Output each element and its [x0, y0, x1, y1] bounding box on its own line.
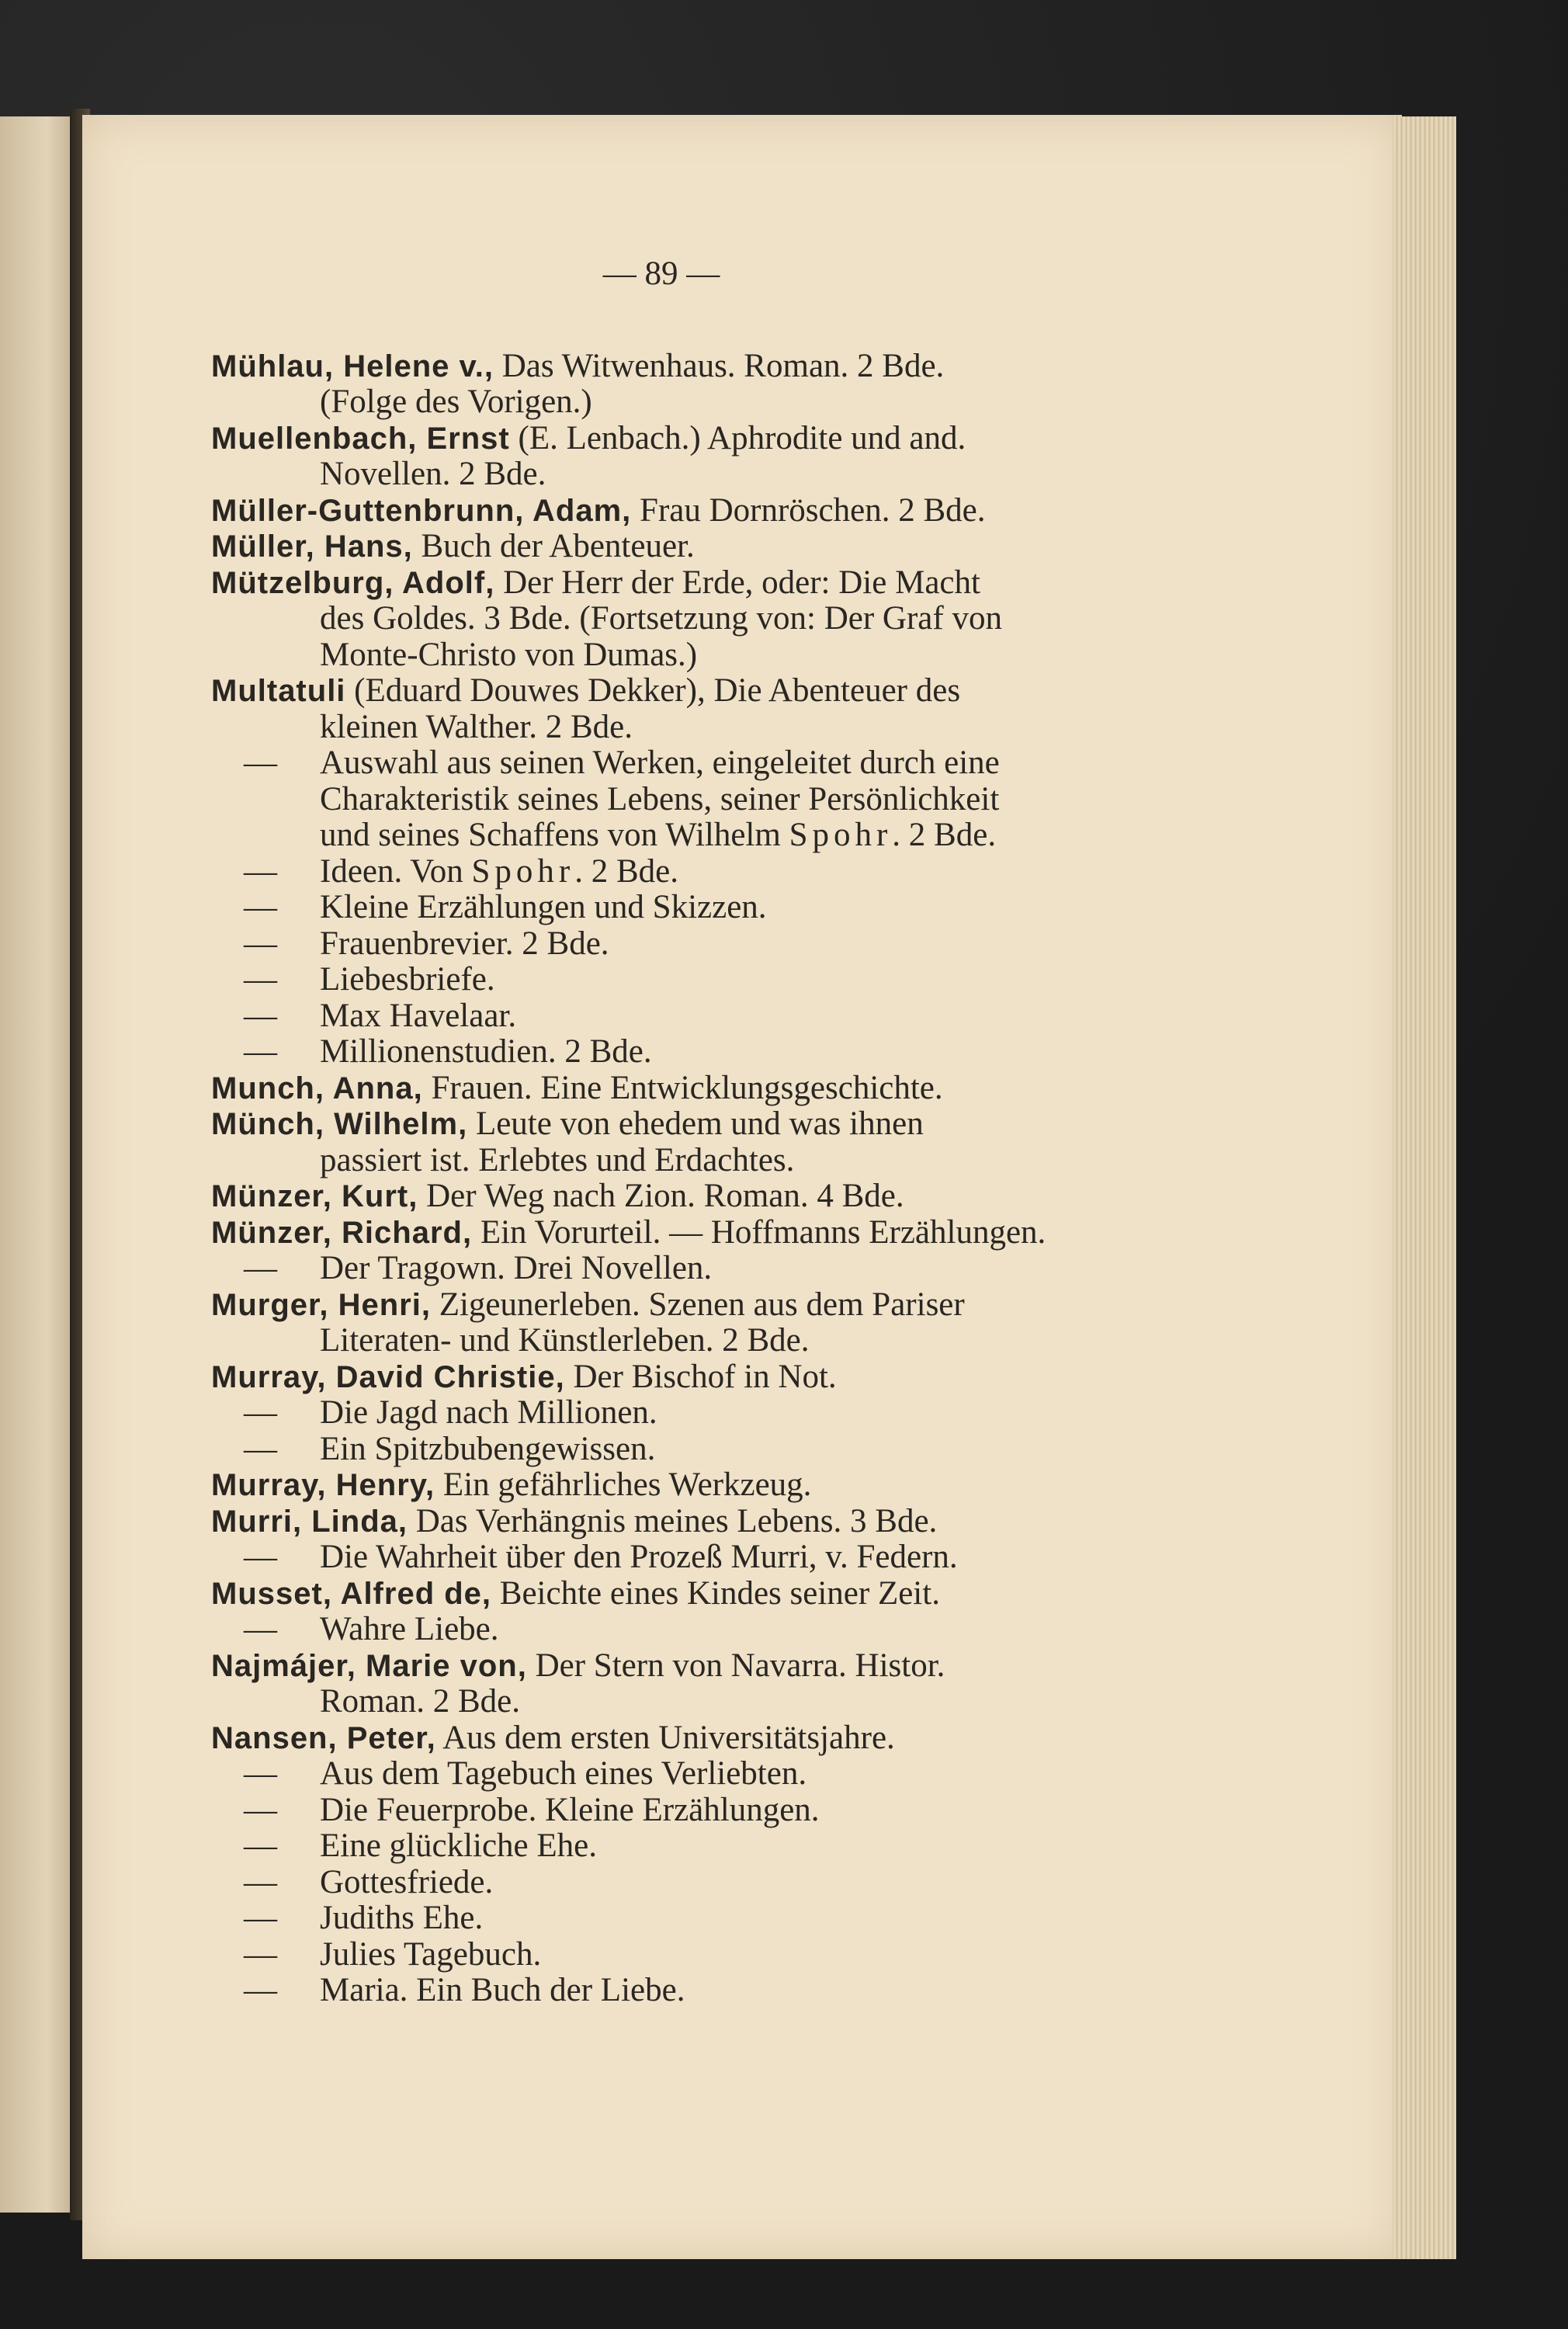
entry-muetzelburg [211, 565, 1205, 674]
author-name: Müller, Hans, [211, 529, 413, 564]
dash-mark: — [244, 1539, 277, 1575]
entry-text: . 2 Bde. [574, 852, 678, 890]
entry-muehlau [211, 349, 1205, 421]
entry-text: Judiths Ehe. [320, 1900, 484, 1936]
entry-text: Literaten- und Künstlerleben. 2 Bde. [320, 1322, 810, 1359]
sub-entry [211, 1973, 1205, 2009]
entry-text: Ideen. Von [320, 852, 472, 890]
dash-mark: — [244, 1935, 277, 1973]
author-name: Nansen, Peter, [211, 1720, 436, 1755]
author-name: Mützelburg, Adolf, [211, 565, 495, 600]
sub-entry [211, 1612, 1205, 1648]
author-name: Müller-Guttenbrunn, Adam, [211, 493, 632, 528]
author-name: Murray, David Christie, [211, 1359, 565, 1394]
entry-text: Frauenbrevier. 2 Bde. [320, 925, 609, 962]
dash-mark: — [244, 997, 277, 1034]
sub-entry [211, 998, 1205, 1035]
sub-entry [211, 1756, 1205, 1793]
entry-murri [211, 1504, 1205, 1540]
entry-text: Buch der Abenteuer. [412, 528, 695, 564]
dash-mark: — [244, 925, 277, 962]
dash-mark: — [244, 1430, 277, 1467]
entry-text: Kleine Erzählungen und Skizzen. [320, 889, 767, 925]
sub-entry [211, 962, 1205, 998]
entry-murray-henry [211, 1467, 1205, 1504]
entry-text: Frauen. Eine Entwicklungsgeschichte. [422, 1069, 943, 1106]
page-block-edge [1393, 116, 1456, 2259]
dash-mark: — [244, 1250, 277, 1286]
entry-text: Aus dem ersten Universitätsjahre. [435, 1719, 895, 1756]
spaced-name: Spohr [471, 852, 575, 890]
entry-munch [211, 1071, 1205, 1107]
author-name: Mühlau, Helene v., [211, 349, 494, 384]
entry-text: (Folge des Vorigen.) [320, 384, 592, 420]
entry-text: Ein gefährliches Werkzeug. [435, 1466, 812, 1503]
entry-text: Wahre Liebe. [320, 1611, 499, 1647]
entry-text: Monte-Christo von Dumas.) [320, 636, 698, 673]
entry-text: und seines Schaffens von Wilhelm [320, 817, 789, 853]
entry-mueller-hans [211, 529, 1205, 565]
dash-mark: — [244, 852, 277, 890]
entry-text: Max Havelaar. [320, 997, 517, 1034]
entry-text: Beichte eines Kindes seiner Zeit. [491, 1574, 940, 1612]
author-name: Münch, Wilhelm, [211, 1107, 468, 1141]
sub-entry [211, 890, 1205, 926]
author-name: Murger, Henri, [211, 1287, 431, 1322]
author-name: Najmájer, Marie von, [211, 1648, 527, 1683]
entry-text: Die Wahrheit über den Prozeß Murri, v. Federn. [320, 1539, 958, 1575]
entry-text: Auswahl aus seinen Werken, eingeleitet durch eine [320, 745, 1000, 781]
entry-murray-david [211, 1359, 1205, 1396]
sub-entry [211, 1251, 1205, 1287]
entry-text: Der Bischof in Not. [564, 1358, 837, 1395]
author-name: Muellenbach, Ernst [211, 421, 510, 456]
entry-nansen [211, 1720, 1205, 1757]
sub-entry [211, 1793, 1205, 1829]
entry-text: Aus dem Tagebuch eines Verliebten. [320, 1755, 807, 1792]
entry-text: (Eduard Douwes Dekker), Die Abenteuer des [345, 672, 961, 709]
author-name: Münzer, Kurt, [211, 1179, 418, 1213]
entry-multatuli [211, 673, 1205, 745]
sub-entry [211, 1900, 1205, 1937]
sub-entry [211, 745, 1205, 854]
dash-mark: — [244, 961, 277, 998]
author-name: Münzer, Richard, [211, 1215, 473, 1250]
entry-text: Roman. 2 Bde. [320, 1683, 520, 1720]
page-content [211, 256, 1205, 2009]
entry-text: kleinen Walther. 2 Bde. [320, 708, 633, 745]
entry-text: Der Weg nach Zion. Roman. 4 Bde. [418, 1178, 904, 1214]
dash-mark: — [244, 1972, 277, 2008]
dash-mark: — [244, 1611, 277, 1647]
dash-mark: — [244, 1755, 277, 1792]
entry-text: Ein Spitzbubengewissen. [320, 1430, 656, 1467]
entry-text: Der Stern von Navarra. Histor. [526, 1647, 945, 1684]
sub-entry [211, 1865, 1205, 1901]
spaced-name: Spohr [789, 817, 893, 853]
author-name: Musset, Alfred de, [211, 1576, 492, 1611]
entry-text: Ein Vorurteil. — Hoffmanns Erzählungen. [472, 1213, 1046, 1251]
entry-text: Novellen. 2 Bde. [320, 456, 546, 492]
entry-text: Das Witwenhaus. Roman. 2 Bde. [494, 347, 945, 384]
entry-najmajer [211, 1648, 1205, 1720]
entry-text: Der Herr der Erde, oder: Die Macht [494, 564, 980, 601]
dash-mark: — [244, 1033, 277, 1070]
sub-entry [211, 1432, 1205, 1468]
entry-text: Leute von ehedem und was ihnen [467, 1105, 924, 1142]
author-name: Munch, Anna, [211, 1071, 423, 1105]
dash-mark: — [244, 1394, 277, 1431]
entry-text: Eine glückliche Ehe. [320, 1827, 597, 1864]
entry-text: Das Verhängnis meines Lebens. 3 Bde. [408, 1502, 938, 1539]
dash-mark: — [244, 1827, 277, 1864]
entry-text: passiert ist. Erlebtes und Erdachtes. [320, 1141, 795, 1178]
author-name: Multatuli [211, 674, 346, 708]
entry-muench [211, 1106, 1205, 1178]
entry-text: Charakteristik seines Lebens, seiner Persönlichkeit [320, 780, 1000, 817]
dash-mark: — [244, 889, 277, 925]
entry-muenzer-kurt [211, 1178, 1205, 1215]
dash-mark: — [244, 1900, 277, 1936]
entry-text: . 2 Bde. [892, 817, 997, 853]
entry-text: Frau Dornröschen. 2 Bde. [631, 491, 986, 529]
author-name: Murri, Linda, [211, 1504, 408, 1539]
entry-musset [211, 1576, 1205, 1612]
entry-text: Gottesfriede. [320, 1863, 494, 1900]
sub-entry [211, 1395, 1205, 1432]
dash-mark: — [244, 1791, 277, 1828]
sub-entry [211, 1539, 1205, 1576]
sub-entry [211, 1034, 1205, 1071]
dash-mark: — [244, 745, 277, 781]
sub-entry [211, 854, 1205, 890]
entry-text: des Goldes. 3 Bde. (Fortsetzung von: Der Graf von [320, 600, 1002, 637]
entry-murger [211, 1287, 1205, 1359]
entry-text: Die Feuerprobe. Kleine Erzählungen. [320, 1791, 820, 1828]
entry-text: Julies Tagebuch. [320, 1935, 542, 1973]
sub-entry [211, 1937, 1205, 1973]
author-name: Murray, Henry, [211, 1468, 435, 1502]
sub-entry [211, 1828, 1205, 1865]
entry-text: (E. Lenbach.) Aphrodite und and. [509, 419, 966, 456]
entry-text: Die Jagd nach Millionen. [320, 1394, 657, 1431]
sub-entry [211, 926, 1205, 963]
entry-mueller-guttenbrunn [211, 493, 1205, 529]
dash-mark: — [244, 1863, 277, 1900]
entry-text: Zigeunerleben. Szenen aus dem Pariser [430, 1286, 965, 1323]
entry-text: Liebesbriefe. [320, 961, 495, 998]
entry-muenzer-richard [211, 1215, 1205, 1251]
entry-text: Maria. Ein Buch der Liebe. [320, 1972, 685, 2008]
entry-text: Der Tragown. Drei Novellen. [320, 1250, 713, 1286]
page-number: — 89 — [602, 255, 720, 292]
entry-text: Millionenstudien. 2 Bde. [320, 1033, 652, 1070]
entry-muellenbach [211, 421, 1205, 493]
